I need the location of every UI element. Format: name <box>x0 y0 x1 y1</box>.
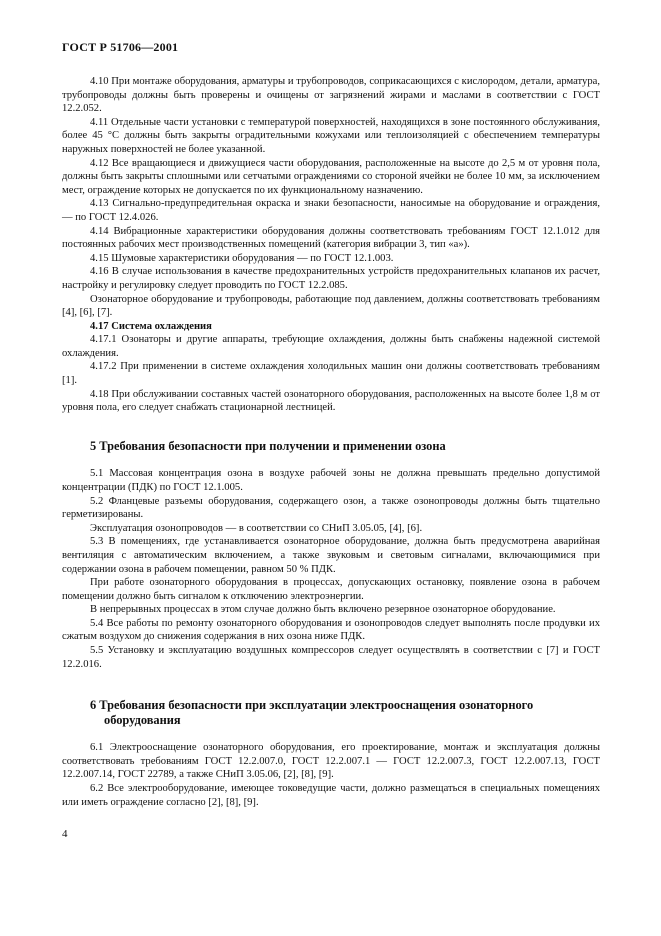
paragraph-4-16-cont: Озонаторное оборудование и трубопроводы, работающие под давлением, должны соответствовать требованиям [4], [6], [7]. <box>62 293 600 319</box>
section-4-body <box>62 75 600 415</box>
page-number: 4 <box>62 828 68 840</box>
paragraph-4-12: 4.12 Все вращающиеся и движущиеся части оборудования, расположенные на высоте до 2,5 м от уровня пола, должны быть закрыты сплошными или сетчатыми ограждениями со стороной ячейки не более 10 мм, за исключением мест, ограждение которых не допускается по их функциональному назначению. <box>62 157 600 196</box>
paragraph-5-3: 5.3 В помещениях, где устанавливается озонаторное оборудование, должна быть предусмотрена аварийная вентиляция с автоматическим включением, а также звуковым и световым сигналами, включающимися при содержании озона в рабочем помещении, равном 50 % ПДК. <box>62 536 600 575</box>
section-5-heading: 5 Требования безопасности при получении и применении озона <box>90 438 446 453</box>
paragraph-5-5: 5.5 Установку и эксплуатацию воздушных компрессоров следует осуществлять в соответствии с [7] и ГОСТ 12.2.016. <box>62 645 600 670</box>
paragraph-5-2: 5.2 Фланцевые разъемы оборудования, содержащего озон, а также озонопроводы должны быть тщательно герметизированы. <box>62 495 600 521</box>
section-6-heading-line1: 6 Требования безопасности при эксплуатации электрооснащения озонаторного <box>90 698 534 713</box>
section-6-heading-line2: оборудования <box>104 712 181 727</box>
section-6-body <box>62 741 600 809</box>
paragraph-4-15: 4.15 Шумовые характеристики оборудования — по ГОСТ 12.1.003. <box>90 252 394 264</box>
paragraph-6-1: 6.1 Электрооснащение озонаторного оборудования, его проектирование, монтаж и эксплуатация должны соответствовать требованиям ГОСТ 12.2.007.0, ГОСТ 12.2.007.1 — ГОСТ 12.2.007.3, ГОСТ 12.2.007.13, ГОСТ 12.2.007.14, ГОСТ 22789, а также СНиП 3.05.06, [2], [8], [9]. <box>62 742 600 781</box>
document-header: ГОСТ Р 51706—2001 <box>62 40 179 54</box>
paragraph-4-14: 4.14 Вибрационные характеристики оборудования должны соответствовать требованиям ГОСТ 12.1.012 для постоянных рабочих мест производственных помещений (категория вибрации 3, тип «а»). <box>62 225 600 251</box>
paragraph-4-16: 4.16 В случае использования в качестве предохранительных устройств предохранительных клапанов их расчет, настройку и регулировку следует проводить по ГОСТ 12.2.085. <box>62 266 600 291</box>
paragraph-5-3-cont-b: В непрерывных процессах в этом случае должно быть включено резервное озонаторное оборудование. <box>90 604 556 616</box>
paragraph-6-2: 6.2 Все электрооборудование, имеющее токоведущие части, должно размещаться в специальных помещениях или иметь ограждение согласно [2], [8], [9]. <box>62 783 600 808</box>
document-page <box>62 40 600 809</box>
paragraph-5-3-cont-a: При работе озонаторного оборудования в процессах, допускающих остановку, появление озона в рабочем помещении должно быть сигналом к отключению электроэнергии. <box>62 577 600 602</box>
section-6-heading <box>62 698 600 727</box>
paragraph-4-17-1: 4.17.1 Озонаторы и другие аппараты, требующие охлаждения, должны быть снабжены надежной системой охлаждения. <box>62 334 600 359</box>
paragraph-5-2-cont: Эксплуатация озонопроводов — в соответствии со СНиП 3.05.05, [4], [6]. <box>90 522 423 534</box>
paragraph-4-17-2: 4.17.2 При применении в системе охлаждения холодильных машин они должны соответствовать требованиям [1]. <box>62 361 600 387</box>
paragraph-5-4: 5.4 Все работы по ремонту озонаторного оборудования и озонопроводов следует выполнять после продувки их сжатым воздухом до снижения содержания в них озона ниже ПДК. <box>62 617 600 643</box>
paragraph-4-18: 4.18 При обслуживании составных частей озонаторного оборудования, расположенных на высоте более 1,8 м от уровня пола, его следует снабжать стационарной лестницей. <box>62 388 600 414</box>
section-5-body <box>62 467 600 671</box>
paragraph-4-10: 4.10 При монтаже оборудования, арматуры и трубопроводов, соприкасающихся с кислородом, детали, арматура, трубопроводы должны быть проверены и очищены от загрязнений жирами и маслами в соответствии с ГОСТ 12.2.052. <box>62 76 600 115</box>
subheading-4-17: 4.17 Система охлаждения <box>90 320 212 332</box>
paragraph-5-1: 5.1 Массовая концентрация озона в воздухе рабочей зоны не должна превышать предельно допустимой концентрации (ПДК) по ГОСТ 12.1.005. <box>62 468 600 493</box>
paragraph-4-13: 4.13 Сигнально-предупредительная окраска и знаки безопасности, наносимые на оборудование и ограждения, — по ГОСТ 12.4.026. <box>62 198 600 223</box>
paragraph-4-11: 4.11 Отдельные части установки с температурой поверхностей, находящихся в зоне постоянного обслуживания, более 45 °С должны быть закрыты оградительными кожухами или теплоизоляцией с обеспечением температуры наружных поверхностей не более указанной. <box>62 116 600 155</box>
